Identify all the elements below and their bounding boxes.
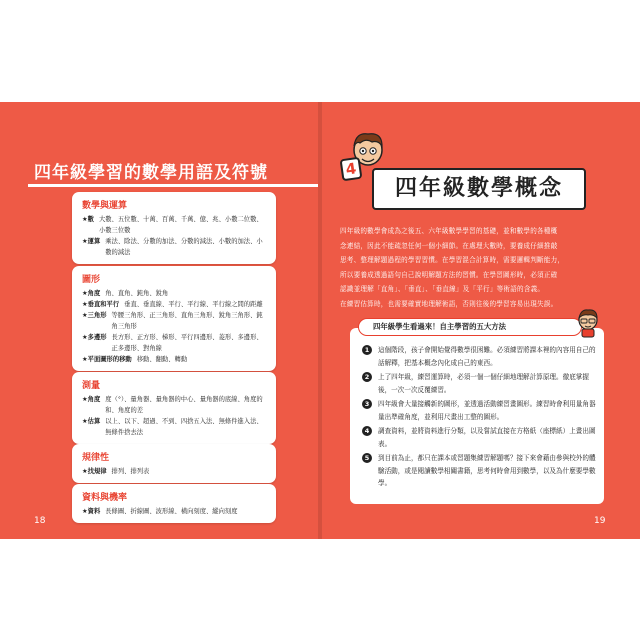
row-term: ★垂直和平行 xyxy=(82,301,120,308)
row-term: ★估算 xyxy=(82,418,101,425)
row-desc: 移動、翻動、轉動 xyxy=(136,356,188,363)
card-row xyxy=(82,236,268,258)
row-term: ★角度 xyxy=(82,290,101,297)
method-number: 1 xyxy=(362,345,372,355)
method-text: 上了四年級，練習運算時，必須一個一個仔細地理解計算原理。徹底掌握後，一次一次反覆練習。 xyxy=(378,373,589,394)
card-row xyxy=(82,288,268,299)
card-row xyxy=(82,394,268,416)
method-text: 調查資料，並將資料進行分類，以及嘗試直接在方格紙（座標紙）上畫出圖表。 xyxy=(378,427,596,448)
card-row xyxy=(82,332,268,354)
row-desc: 等腰三角形、正三角形、直角三角形、銳角三角形、鈍角三角形 xyxy=(111,312,263,330)
method-item xyxy=(362,344,598,369)
row-term: ★多邊形 xyxy=(82,334,107,341)
method-text: 到目前為止，都只在課本或習題集練習解題嗎？接下來會藉由參與校外的體驗活動，或是閱讀數學相關書籍，思考何時會用到數學，以及為什麼要學數學。 xyxy=(378,454,596,487)
row-desc: 大數、五位數、十萬、百萬、千萬、億、兆、小數二位數、小數三位數 xyxy=(98,216,263,234)
card-row xyxy=(82,416,268,438)
right-page-number: 19 xyxy=(594,516,606,526)
row-term: ★找規律 xyxy=(82,468,107,475)
card-title: 規律性 xyxy=(82,453,110,463)
method-number: 4 xyxy=(362,426,372,436)
left-page-title: 四年級學習的數學用語及符號 xyxy=(34,163,268,183)
method-number: 5 xyxy=(362,453,372,463)
method-text: 這個階段，孩子會開始覺得數學很困難。必須練習將課本裡的內容用自己的話解釋，把基本概念內化成自己的東西。 xyxy=(378,346,596,367)
row-term: ★平面圖形的移動 xyxy=(82,356,132,363)
book-spread xyxy=(0,102,640,539)
method-number: 3 xyxy=(362,399,372,409)
title-banner xyxy=(372,168,586,210)
intro-line: 念連結，因此不能疏忽任何一個小細節。在處理大數時，要養成仔細推敲 xyxy=(340,241,558,250)
card-row xyxy=(82,354,268,365)
row-desc: 長條圖、折線圖、波形線、橫向刻度、縱向刻度 xyxy=(105,508,238,515)
card-data-probability xyxy=(72,484,276,523)
intro-line: 所以要養成透過語句自己說明解題方法的習慣。在學習圖形時，必須正確 xyxy=(340,270,558,279)
row-desc: 角、直角、鈍角、銳角 xyxy=(105,290,169,297)
row-desc: 以上、以下、超過、不到、四捨五入法、無條件進入法、無條件捨去法 xyxy=(105,418,263,436)
intro-line: 思考、整理解題過程的學習習慣。在學習混合計算時，需要邏輯判斷能力， xyxy=(340,256,565,265)
method-item xyxy=(362,452,598,490)
book-spine xyxy=(318,102,322,539)
card-row xyxy=(82,299,268,310)
method-item xyxy=(362,371,598,396)
method-number: 2 xyxy=(362,372,372,382)
intro-line: 認識並理解「直角」、「垂直」、「垂直線」及「平行」等術語的含義。 xyxy=(340,285,545,294)
left-page-number: 18 xyxy=(34,516,46,526)
methods-heading: 四年級學生看過來！自主學習的五大方法 xyxy=(358,318,582,336)
intro-line: 四年級的數學會成為之後五、六年級數學學習的基礎，並和數學的各種概 xyxy=(340,227,558,235)
row-term: ★角度 xyxy=(82,396,101,403)
card-title: 測量 xyxy=(82,381,101,391)
row-term: ★資料 xyxy=(82,508,101,515)
card-math-operations xyxy=(72,192,276,264)
row-desc: 度（°）、量角器、量角器的中心、量角器的底線、角度的和、角度的差 xyxy=(105,396,263,414)
card-title: 資料與機率 xyxy=(82,493,128,503)
row-desc: 長方形、正方形、梯形、平行四邊形、菱形、多邊形、正多邊形、對角線 xyxy=(111,334,263,352)
row-term: ★運算 xyxy=(82,238,101,245)
small-mascot-illustration xyxy=(576,308,600,338)
chapter-number-badge: 4 xyxy=(340,157,363,182)
method-text: 四年級會大量接觸新的圖形，並透過活動練習畫圖形。練習時會利用量角器量出準確角度，並利用尺畫出工整的圖形。 xyxy=(378,400,596,421)
card-measurement xyxy=(72,372,276,444)
card-row xyxy=(82,506,268,517)
card-row xyxy=(82,214,268,236)
card-title: 圖形 xyxy=(82,275,101,285)
methods-list xyxy=(362,344,598,492)
right-page-title: 四年級數學概念 xyxy=(394,176,563,201)
intro-paragraph xyxy=(340,224,604,312)
row-desc: 垂直、垂直線、平行、平行線、平行線之間的距離 xyxy=(124,301,263,308)
card-patterns xyxy=(72,444,276,483)
row-desc: 乘法、除法、分數的加法、分數的減法、小數的加法、小數的減法 xyxy=(105,238,263,256)
intro-line: 在練習估算時，也需要確實地理解術語，否則往後的學習容易出現失誤。 xyxy=(340,299,558,308)
row-desc: 排列、排列表 xyxy=(111,468,150,475)
card-shapes xyxy=(72,266,276,371)
method-item xyxy=(362,398,598,423)
card-title: 數學與運算 xyxy=(82,201,128,211)
row-term: ★三角形 xyxy=(82,312,107,319)
method-item xyxy=(362,425,598,450)
card-row xyxy=(82,466,268,477)
row-term: ★數 xyxy=(82,216,94,223)
title-underline xyxy=(28,184,318,187)
card-row xyxy=(82,310,268,332)
